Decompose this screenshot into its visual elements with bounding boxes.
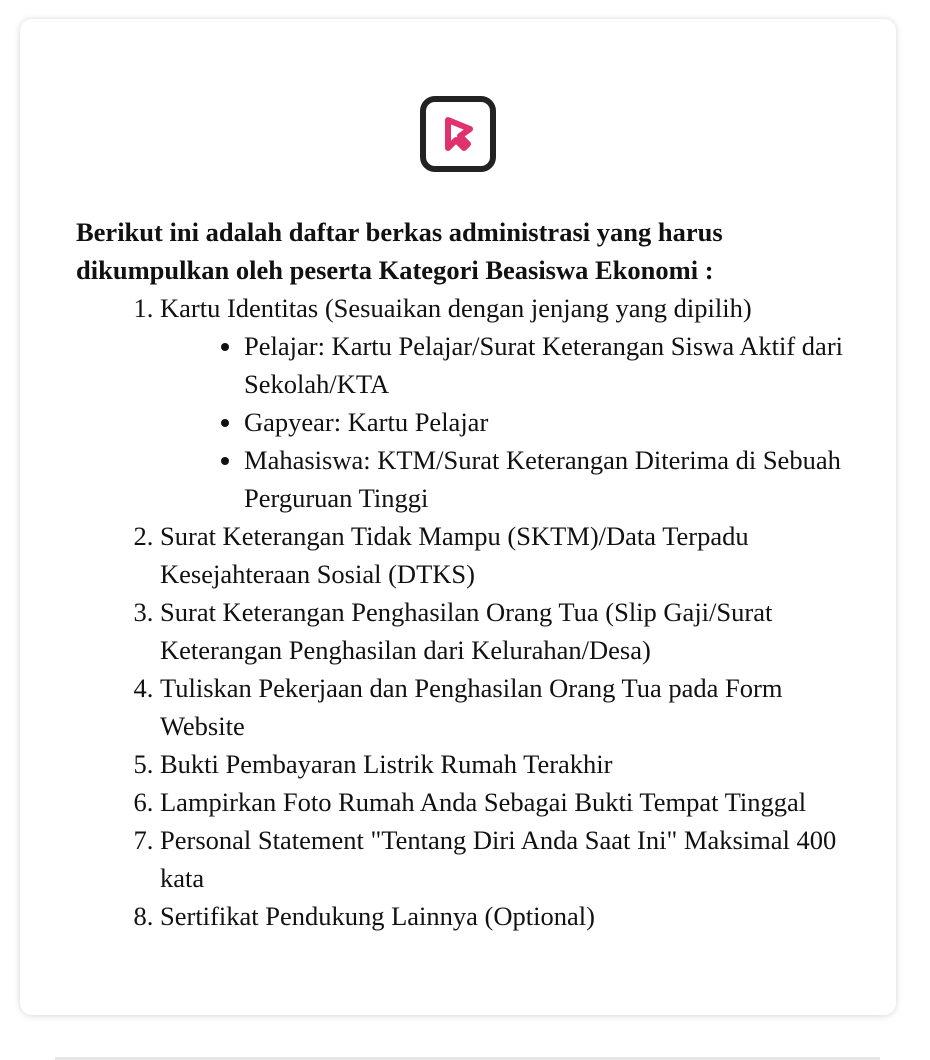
list-item: 5. Bukti Pembayaran Listrik Rumah Terakhir <box>160 745 866 783</box>
list-item-text: Kartu Identitas (Sesuaikan dengan jenjang yang dipilih) <box>160 293 752 323</box>
intro-heading: Berikut ini adalah daftar berkas administrasi yang harus dikumpulkan oleh peserta Kategori Beasiswa Ekonomi : <box>76 217 723 285</box>
requirements-content <box>76 213 866 935</box>
list-item: 6. Lampirkan Foto Rumah Anda Sebagai Bukti Tempat Tinggal <box>160 783 866 821</box>
document-card <box>20 19 896 1015</box>
identity-sub-list <box>160 327 866 517</box>
list-item: 2. Surat Keterangan Tidak Mampu (SKTM)/Data Terpadu Kesejahteraan Sosial (DTKS) <box>160 517 866 593</box>
requirements-list <box>76 289 866 935</box>
list-item <box>160 289 866 517</box>
list-item: 8. Sertifikat Pendukung Lainnya (Optional) <box>160 897 866 935</box>
play-cursor-logo-icon <box>420 96 496 172</box>
list-item: 4. Tuliskan Pekerjaan dan Penghasilan Orang Tua pada Form Website <box>160 669 866 745</box>
list-item: 3. Surat Keterangan Penghasilan Orang Tua (Slip Gaji/Surat Keterangan Penghasilan dari Kelurahan/Desa) <box>160 593 866 669</box>
sub-list-item: • Mahasiswa: KTM/Surat Keterangan Diterima di Sebuah Perguruan Tinggi <box>244 441 866 517</box>
sub-list-item: • Pelajar: Kartu Pelajar/Surat Keterangan Siswa Aktif dari Sekolah/KTA <box>244 327 866 403</box>
list-item: 7. Personal Statement "Tentang Diri Anda Saat Ini" Maksimal 400 kata <box>160 821 866 897</box>
sub-list-item: • Gapyear: Kartu Pelajar <box>244 403 866 441</box>
